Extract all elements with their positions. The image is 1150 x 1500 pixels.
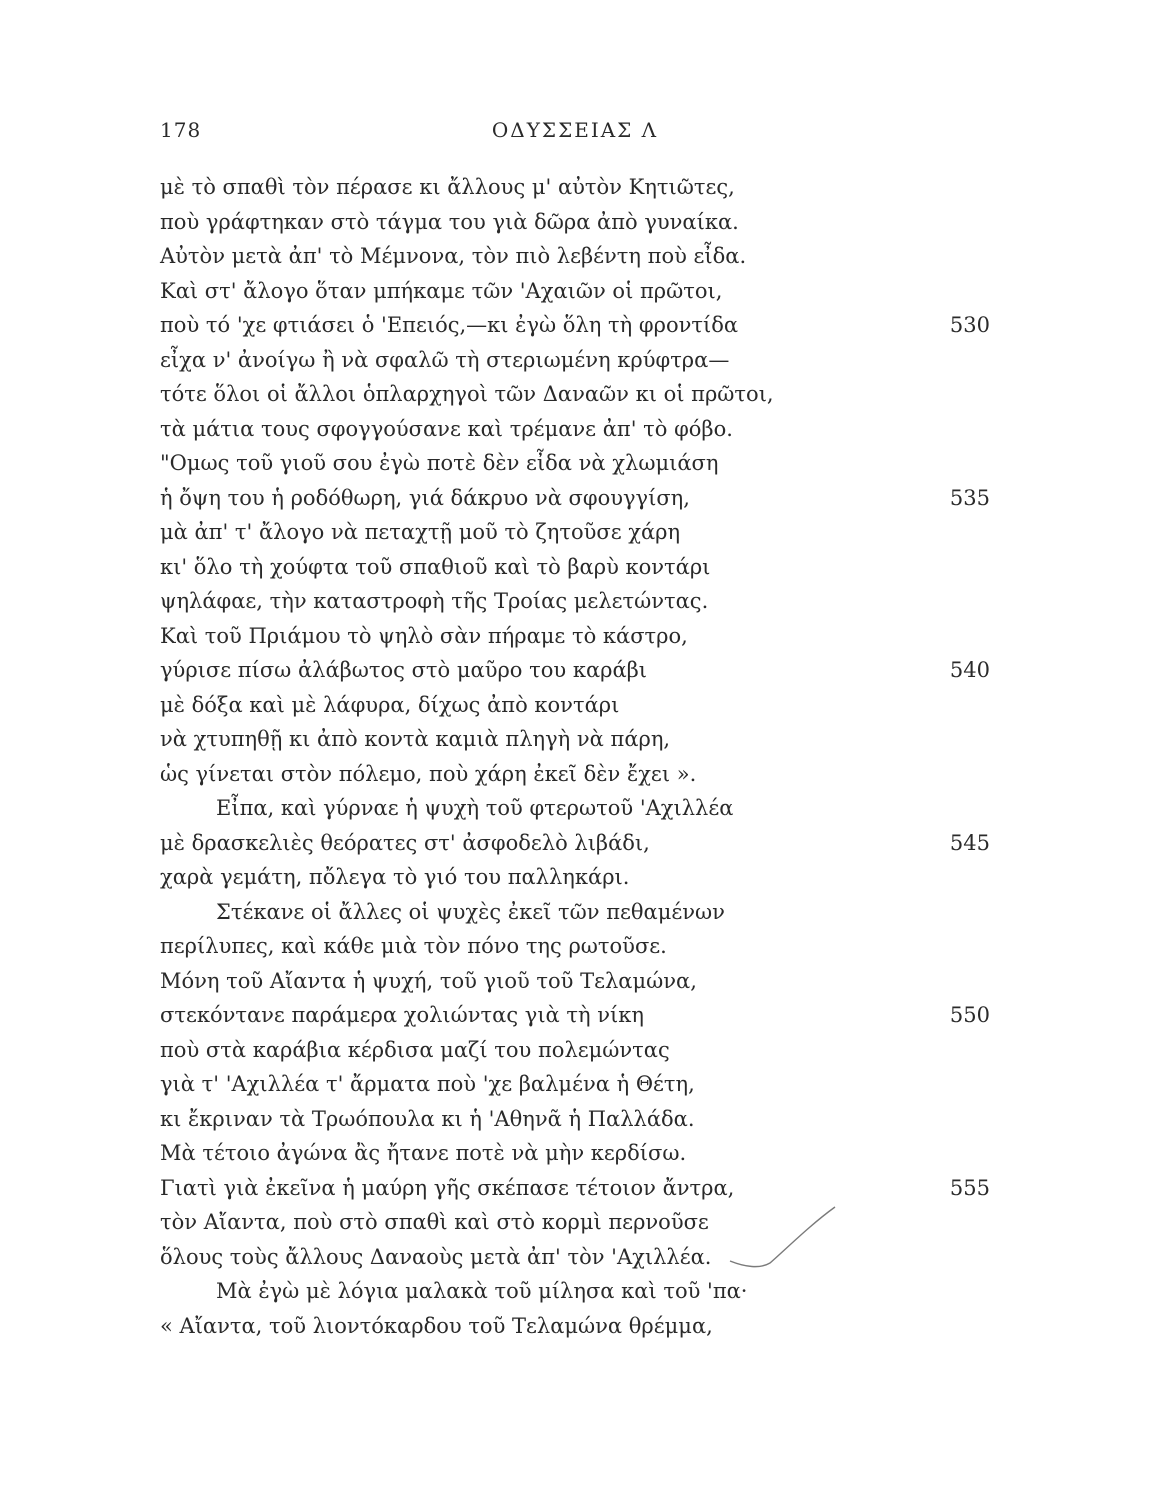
verse-text: τὸν Αἴαντα, ποὺ στὸ σπαθὶ καὶ στὸ κορμὶ περνοῦσε (160, 1210, 709, 1234)
line-number: 530 (949, 313, 990, 337)
verse-text: ποὺ γράφτηκαν στὸ τάγμα του γιὰ δῶρα ἀπὸ γυναίκα. (160, 209, 739, 234)
page-number: 178 (160, 118, 202, 142)
running-title: ΟΔΥΣΣΕΙΑΣ Λ (491, 118, 659, 142)
verse-text: « Αἴαντα, τοῦ λιοντόκαρδου τοῦ Τελαμώνα θρέμμα, (160, 1313, 713, 1338)
verse-line (160, 722, 990, 757)
verse-line (160, 446, 990, 481)
verse-text: ὡς γίνεται στὸν πόλεμο, ποὺ χάρη ἐκεῖ δὲν ἔχει ». (160, 761, 697, 786)
verse-line (160, 964, 990, 999)
verse-line (160, 584, 990, 619)
verse-body (160, 170, 990, 1343)
verse-line (160, 1136, 990, 1171)
verse-text: κι' ὅλο τὴ χούφτα τοῦ σπαθιοῦ καὶ τὸ βαρὺ κοντάρι (160, 554, 711, 579)
verse-line (160, 1309, 990, 1344)
verse-line (160, 998, 990, 1033)
verse-text: ψηλάφαε, τὴν καταστροφὴ τῆς Τροίας μελετώντας. (160, 589, 709, 613)
verse-line (160, 239, 990, 274)
verse-line (160, 343, 990, 378)
verse-text: ποὺ στὰ καράβια κέρδισα μαζί του πολεμώντας (160, 1037, 670, 1062)
verse-text: ποὺ τό 'χε φτιάσει ὁ 'Επειός,—κι ἐγὼ ὅλη τὴ φροντίδα (160, 313, 739, 337)
verse-text: τὰ μάτια τους σφογγούσανε καὶ τρέμανε ἀπ' τὸ φόβο. (160, 416, 733, 441)
verse-line (160, 515, 990, 550)
verse-text: ἡ ὄψη του ἡ ροδόθωρη, γιά δάκρυο νὰ σφουγγίση, (160, 485, 690, 510)
page-header (160, 118, 990, 148)
line-number: 535 (949, 485, 990, 510)
verse-line (160, 791, 990, 826)
verse-text: χαρὰ γεμάτη, πὄλεγα τὸ γιό του παλληκάρι. (160, 865, 630, 889)
verse-text: κι ἔκριναν τὰ Τρωόπουλα κι ἡ 'Αθηνᾶ ἡ Παλλάδα. (160, 1106, 695, 1131)
verse-text: Καὶ στ' ἄλογο ὅταν μπήκαμε τῶν 'Αχαιῶν οἱ πρῶτοι, (160, 278, 723, 303)
verse-line (160, 895, 990, 930)
verse-text: Καὶ τοῦ Πριάμου τὸ ψηλὸ σὰν πήραμε τὸ κάστρο, (160, 623, 688, 648)
line-number: 540 (949, 658, 990, 682)
verse-line (160, 1102, 990, 1137)
verse-line (160, 688, 990, 723)
verse-line (160, 550, 990, 585)
verse-text: μὲ δρασκελιὲς θεόρατες στ' ἀσφοδελὸ λιβάδι, (160, 830, 650, 855)
verse-line (160, 1033, 990, 1068)
verse-line (160, 860, 990, 895)
verse-text: νὰ χτυπηθῇ κι ἀπὸ κοντὰ καμιὰ πληγὴ νὰ πάρη, (160, 727, 671, 751)
verse-text: τότε ὅλοι οἱ ἄλλοι ὁπλαρχηγοὶ τῶν Δαναῶν κι οἱ πρῶτοι, (160, 382, 774, 406)
line-number: 550 (949, 1003, 990, 1027)
verse-text: μὰ ἀπ' τ' ἄλογο νὰ πεταχτῇ μοῦ τὸ ζητοῦσε χάρη (160, 520, 681, 544)
verse-line (160, 619, 990, 654)
verse-text: εἶχα ν' ἀνοίγω ἢ νὰ σφαλῶ τὴ στεριωμένη κρύφτρα— (160, 347, 730, 372)
verse-text: Μὰ ἐγὼ μὲ λόγια μαλακὰ τοῦ μίλησα καὶ τοῦ 'πα· (216, 1279, 748, 1303)
verse-line (160, 757, 990, 792)
verse-text: μὲ τὸ σπαθὶ τὸν πέρασε κι ἄλλους μ' αὐτὸν Κητιῶτες, (160, 175, 735, 199)
verse-text: Μὰ τέτοιο ἀγώνα ἂς ἤτανε ποτὲ νὰ μὴν κερδίσω. (160, 1141, 687, 1165)
verse-text: γύρισε πίσω ἀλάβωτος στὸ μαῦρο του καράβι (160, 658, 648, 682)
verse-text: γιὰ τ' 'Αχιλλέα τ' ἄρματα ποὺ 'χε βαλμένα ἡ Θέτη, (160, 1072, 695, 1096)
verse-line (160, 377, 990, 412)
verse-text: Αὐτὸν μετὰ ἀπ' τὸ Μέμνονα, τὸν πιὸ λεβέντη ποὺ εἶδα. (160, 244, 747, 268)
verse-text: περίλυπες, καὶ κάθε μιὰ τὸν πόνο της ρωτοῦσε. (160, 934, 667, 958)
verse-line (160, 653, 990, 688)
verse-text: "Ομως τοῦ γιοῦ σου ἐγὼ ποτὲ δὲν εἶδα νὰ χλωμιάση (160, 451, 719, 475)
verse-line (160, 412, 990, 447)
verse-line (160, 1171, 990, 1206)
verse-text: Εἶπα, καὶ γύρναε ἡ ψυχὴ τοῦ φτερωτοῦ 'Αχιλλέα (216, 796, 734, 820)
line-number: 545 (949, 830, 990, 855)
verse-line (160, 929, 990, 964)
verse-text: στεκόντανε παράμερα χολιώντας γιὰ τὴ νίκη (160, 1003, 644, 1027)
verse-text: μὲ δόξα καὶ μὲ λάφυρα, δίχως ἀπὸ κοντάρι (160, 692, 620, 717)
verse-line (160, 1274, 990, 1309)
verse-text: ὅλους τοὺς ἄλλους Δαναοὺς μετὰ ἀπ' τὸν 'Αχιλλέα. (160, 1244, 712, 1269)
verse-line (160, 308, 990, 343)
verse-line (160, 1240, 990, 1275)
verse-text: Μόνη τοῦ Αἴαντα ἡ ψυχή, τοῦ γιοῦ τοῦ Τελαμώνα, (160, 968, 697, 993)
verse-line (160, 1205, 990, 1240)
verse-line (160, 274, 990, 309)
verse-line (160, 205, 990, 240)
line-number: 555 (949, 1175, 990, 1200)
verse-text: Στέκανε οἱ ἄλλες οἱ ψυχὲς ἐκεῖ τῶν πεθαμένων (216, 899, 725, 924)
pencil-mark (690, 1195, 850, 1275)
verse-text: Γιατὶ γιὰ ἐκεῖνα ἡ μαύρη γῆς σκέπασε τέτοιον ἄντρα, (160, 1175, 735, 1200)
verse-line (160, 1067, 990, 1102)
verse-line (160, 826, 990, 861)
verse-line (160, 481, 990, 516)
verse-line (160, 170, 990, 205)
